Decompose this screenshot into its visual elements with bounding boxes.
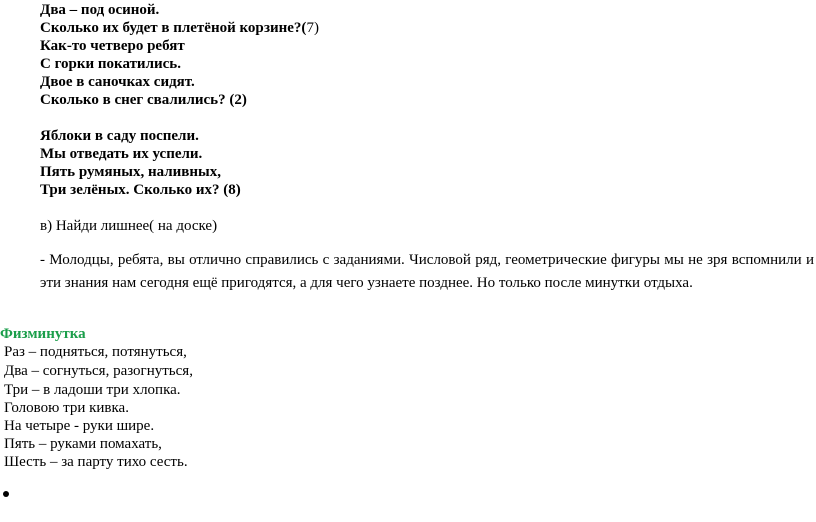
fizminutka-line: Пять – руками помахать, xyxy=(4,436,162,452)
riddle-line: Пять румяных, наливных, xyxy=(40,164,222,180)
teacher-note-paragraph: - Молодцы, ребята, вы отлично справились с заданиями. Числовой ряд, геометрические фигуры мы не зря вспомнили и эти знания нам сегодня ещё пригодятся, а для чего узнаете позднее. Но только после минутки отдыха. xyxy=(40,252,814,291)
fizminutka-line: На четыре - руки шире. xyxy=(4,418,155,434)
riddle-line: Три зелёных. Сколько их? (8) xyxy=(40,182,241,198)
task-line: в) Найди лишнее( на доске) xyxy=(40,218,218,234)
riddle-line: С горки покатились. xyxy=(40,56,181,72)
fizminutka-line: Раз – подняться, потянуться, xyxy=(4,344,187,360)
riddle-line: Как-то четверо ребят xyxy=(40,38,185,54)
fizminutka-line: Шесть – за парту тихо сесть. xyxy=(4,454,188,470)
fizminutka-title: Физминутка xyxy=(0,326,86,342)
riddle-line: Сколько в снег свалились? (2) xyxy=(40,92,247,108)
fizminutka-line: Головою три кивка. xyxy=(4,400,129,416)
riddle-line xyxy=(40,19,319,37)
riddle-line: Мы отведать их успели. xyxy=(40,146,203,162)
riddle-question: Сколько их будет в плетёной корзине?( xyxy=(40,20,307,36)
bullet-dot xyxy=(3,491,9,497)
riddle-line: Двое в саночках сидят. xyxy=(40,74,195,90)
fizminutka-line: Два – согнуться, разогнуться, xyxy=(4,363,193,379)
riddle-line: Яблоки в саду поспели. xyxy=(40,128,199,144)
fizminutka-line: Три – в ладоши три хлопка. xyxy=(4,382,181,398)
riddle-answer: 7) xyxy=(306,20,319,36)
riddle-line: Два – под осиной. xyxy=(40,2,160,18)
